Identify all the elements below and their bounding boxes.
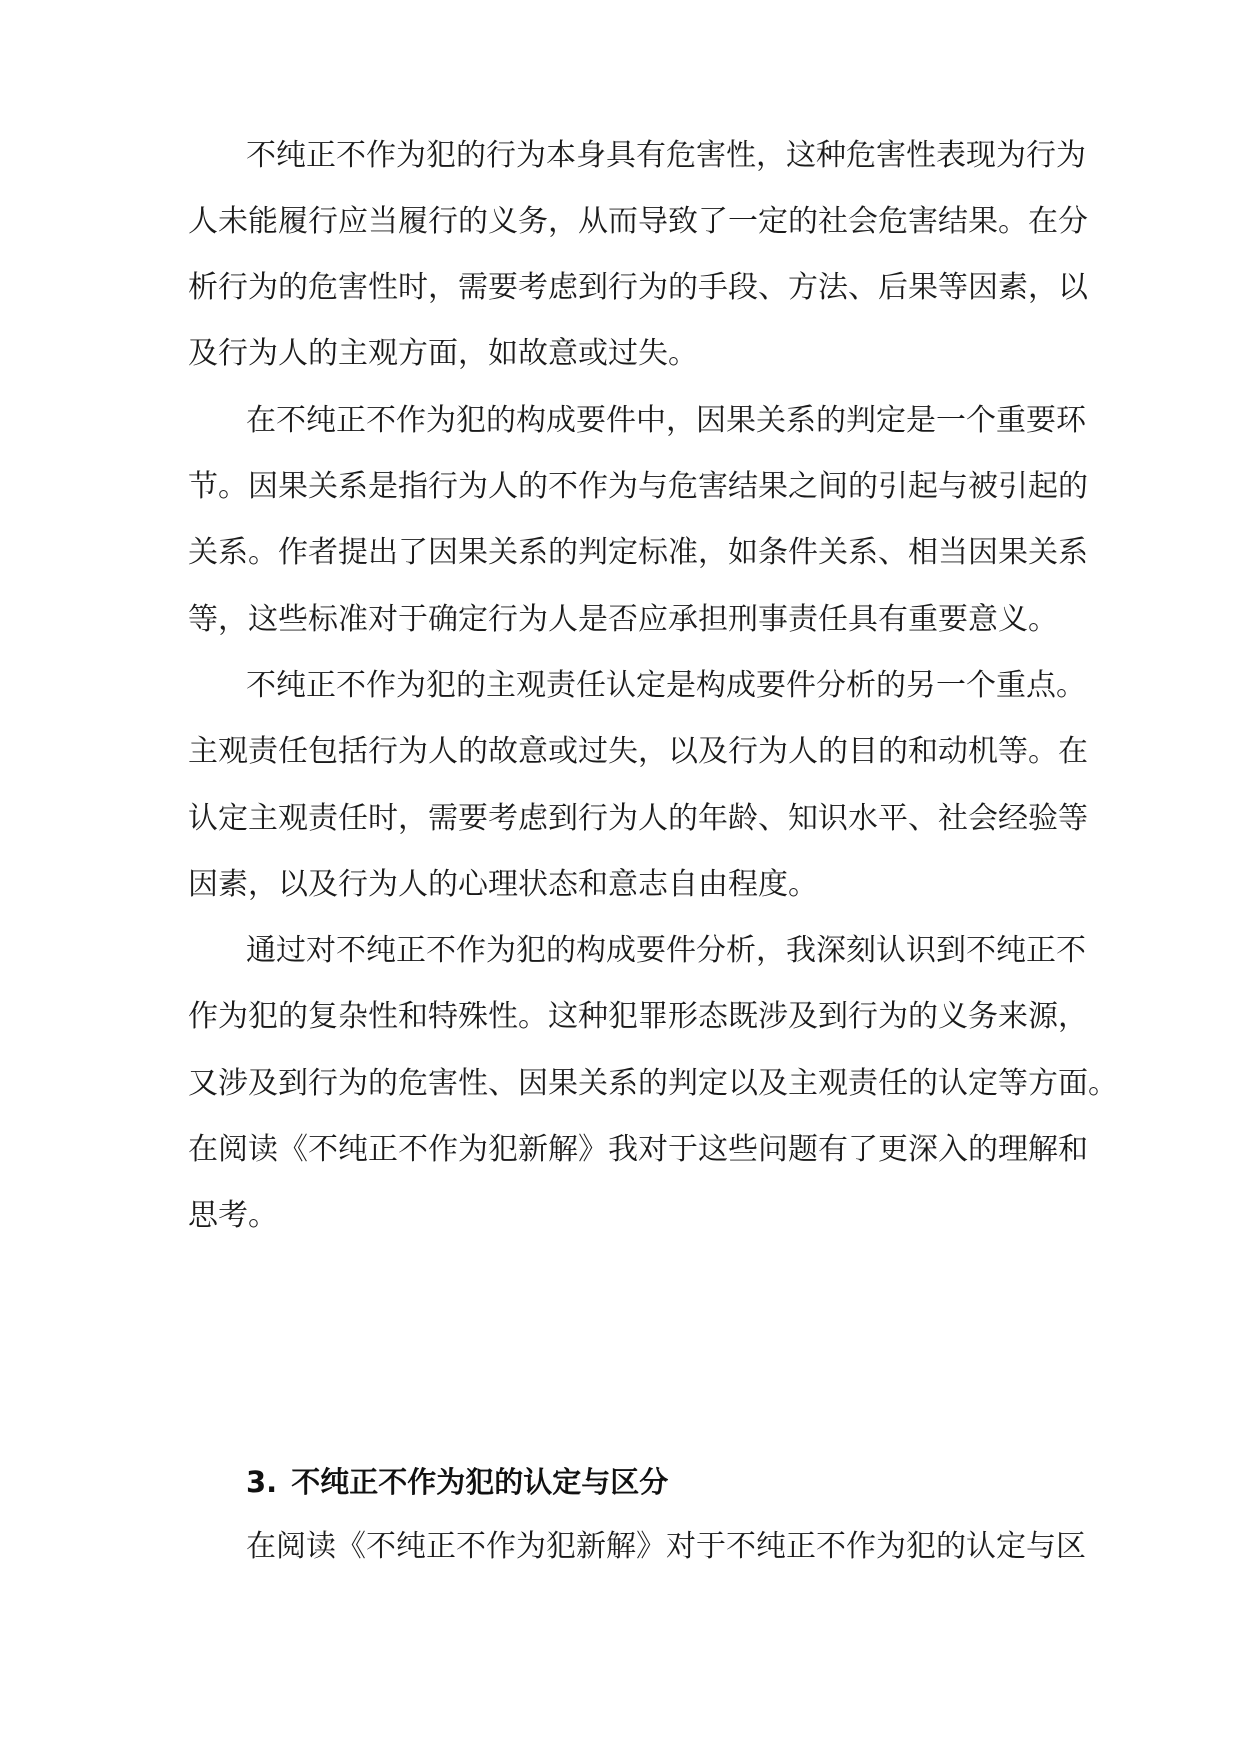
paragraph-3-line-4: 因素，以及行为人的心理状态和意志自由程度。 bbox=[188, 867, 818, 902]
paragraph-1-line-1: 不纯正不作为犯的行为本身具有危害性，这种危害性表现为行为 bbox=[246, 138, 1086, 173]
paragraph-5-line-1: 在阅读《不纯正不作为犯新解》对于不纯正不作为犯的认定与区 bbox=[246, 1529, 1086, 1564]
paragraph-2-line-3: 关系。作者提出了因果关系的判定标准，如条件关系、相当因果关系 bbox=[188, 535, 1088, 570]
paragraph-2-line-1: 在不纯正不作为犯的构成要件中，因果关系的判定是一个重要环 bbox=[246, 403, 1086, 438]
paragraph-4-line-5: 思考。 bbox=[188, 1198, 278, 1233]
paragraph-1-line-3: 析行为的危害性时，需要考虑到行为的手段、方法、后果等因素，以 bbox=[188, 270, 1088, 305]
paragraph-3-line-3: 认定主观责任时，需要考虑到行为人的年龄、知识水平、社会经验等 bbox=[188, 801, 1088, 836]
paragraph-4-line-2: 作为犯的复杂性和特殊性。这种犯罪形态既涉及到行为的义务来源， bbox=[188, 999, 1088, 1034]
paragraph-2-line-4: 等，这些标准对于确定行为人是否应承担刑事责任具有重要意义。 bbox=[188, 602, 1058, 637]
paragraph-2-line-2: 节。因果关系是指行为人的不作为与危害结果之间的引起与被引起的 bbox=[188, 469, 1088, 504]
paragraph-4-line-3: 又涉及到行为的危害性、因果关系的判定以及主观责任的认定等方面。 bbox=[188, 1066, 1118, 1101]
paragraph-4-line-1: 通过对不纯正不作为犯的构成要件分析，我深刻认识到不纯正不 bbox=[246, 933, 1086, 968]
section-number: 3. bbox=[246, 1465, 278, 1499]
paragraph-1-line-4: 及行为人的主观方面，如故意或过失。 bbox=[188, 336, 698, 371]
section-title: 不纯正不作为犯的认定与区分 bbox=[291, 1465, 669, 1499]
paragraph-3-line-1: 不纯正不作为犯的主观责任认定是构成要件分析的另一个重点。 bbox=[246, 668, 1086, 703]
section-heading bbox=[246, 1462, 668, 1502]
paragraph-4-line-4: 在阅读《不纯正不作为犯新解》我对于这些问题有了更深入的理解和 bbox=[188, 1132, 1088, 1167]
paragraph-3-line-2: 主观责任包括行为人的故意或过失，以及行为人的目的和动机等。在 bbox=[188, 734, 1088, 769]
paragraph-1-line-2: 人未能履行应当履行的义务，从而导致了一定的社会危害结果。在分 bbox=[188, 204, 1088, 239]
